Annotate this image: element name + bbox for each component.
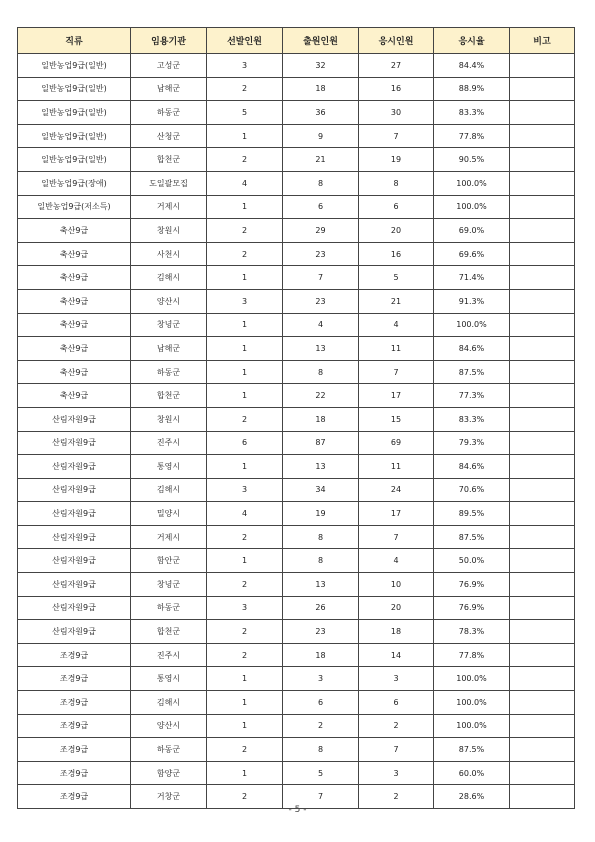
cell-applicants: 8 [283, 525, 359, 549]
cell-selected: 3 [207, 478, 283, 502]
cell-job-category: 축산9급 [18, 289, 131, 313]
cell-job-category: 축산9급 [18, 337, 131, 361]
cell-examinees: 24 [359, 478, 434, 502]
cell-rate: 100.0% [434, 171, 510, 195]
cell-job-category: 산림자원9급 [18, 596, 131, 620]
cell-remarks [510, 478, 575, 502]
cell-rate: 78.3% [434, 620, 510, 644]
cell-rate: 77.3% [434, 384, 510, 408]
cell-job-category: 축산9급 [18, 384, 131, 408]
cell-applicants: 19 [283, 502, 359, 526]
cell-remarks [510, 738, 575, 762]
cell-remarks [510, 148, 575, 172]
cell-remarks [510, 289, 575, 313]
table-row [18, 219, 575, 243]
cell-agency: 하동군 [131, 101, 207, 125]
cell-examinees: 11 [359, 337, 434, 361]
cell-remarks [510, 431, 575, 455]
cell-agency: 김해시 [131, 691, 207, 715]
cell-selected: 1 [207, 761, 283, 785]
cell-applicants: 3 [283, 667, 359, 691]
cell-job-category: 축산9급 [18, 242, 131, 266]
cell-applicants: 34 [283, 478, 359, 502]
cell-rate: 83.3% [434, 407, 510, 431]
cell-examinees: 5 [359, 266, 434, 290]
cell-selected: 1 [207, 714, 283, 738]
cell-examinees: 30 [359, 101, 434, 125]
cell-remarks [510, 525, 575, 549]
table-row [18, 714, 575, 738]
cell-selected: 2 [207, 525, 283, 549]
cell-remarks [510, 549, 575, 573]
cell-remarks [510, 101, 575, 125]
cell-examinees: 3 [359, 667, 434, 691]
table-row [18, 360, 575, 384]
cell-selected: 2 [207, 573, 283, 597]
table-row [18, 431, 575, 455]
cell-job-category: 조경9급 [18, 761, 131, 785]
results-table [17, 27, 575, 809]
cell-job-category: 산림자원9급 [18, 431, 131, 455]
cell-selected: 6 [207, 431, 283, 455]
cell-job-category: 조경9급 [18, 785, 131, 809]
cell-remarks [510, 384, 575, 408]
cell-remarks [510, 643, 575, 667]
cell-rate: 87.5% [434, 360, 510, 384]
cell-agency: 양산시 [131, 714, 207, 738]
cell-examinees: 7 [359, 525, 434, 549]
cell-rate: 89.5% [434, 502, 510, 526]
cell-agency: 사천시 [131, 242, 207, 266]
cell-applicants: 22 [283, 384, 359, 408]
cell-remarks [510, 313, 575, 337]
table-row [18, 54, 575, 78]
cell-selected: 1 [207, 337, 283, 361]
table-row [18, 337, 575, 361]
cell-job-category: 산림자원9급 [18, 525, 131, 549]
cell-agency: 도일괄모집 [131, 171, 207, 195]
cell-examinees: 11 [359, 455, 434, 479]
cell-selected: 4 [207, 171, 283, 195]
cell-examinees: 17 [359, 502, 434, 526]
table-row [18, 289, 575, 313]
cell-remarks [510, 337, 575, 361]
cell-rate: 76.9% [434, 573, 510, 597]
cell-job-category: 일반농업9급(일반) [18, 101, 131, 125]
cell-applicants: 7 [283, 785, 359, 809]
header-agency: 임용기관 [131, 28, 207, 54]
cell-examinees: 16 [359, 242, 434, 266]
cell-applicants: 36 [283, 101, 359, 125]
cell-remarks [510, 242, 575, 266]
cell-selected: 2 [207, 643, 283, 667]
cell-rate: 84.4% [434, 54, 510, 78]
cell-agency: 거제시 [131, 195, 207, 219]
cell-rate: 28.6% [434, 785, 510, 809]
cell-rate: 100.0% [434, 667, 510, 691]
cell-remarks [510, 77, 575, 101]
cell-job-category: 일반농업9급(일반) [18, 54, 131, 78]
cell-examinees: 19 [359, 148, 434, 172]
cell-job-category: 산림자원9급 [18, 455, 131, 479]
table-row [18, 171, 575, 195]
table-row [18, 596, 575, 620]
cell-selected: 4 [207, 502, 283, 526]
cell-job-category: 조경9급 [18, 714, 131, 738]
cell-job-category: 산림자원9급 [18, 573, 131, 597]
cell-applicants: 9 [283, 124, 359, 148]
cell-applicants: 18 [283, 407, 359, 431]
cell-remarks [510, 195, 575, 219]
cell-examinees: 6 [359, 691, 434, 715]
cell-agency: 합천군 [131, 148, 207, 172]
cell-applicants: 23 [283, 242, 359, 266]
cell-rate: 71.4% [434, 266, 510, 290]
table-row [18, 242, 575, 266]
cell-rate: 77.8% [434, 643, 510, 667]
cell-rate: 100.0% [434, 691, 510, 715]
table-row [18, 195, 575, 219]
cell-remarks [510, 54, 575, 78]
cell-agency: 거제시 [131, 525, 207, 549]
cell-selected: 2 [207, 407, 283, 431]
table-row [18, 761, 575, 785]
cell-job-category: 일반농업9급(일반) [18, 124, 131, 148]
cell-examinees: 20 [359, 596, 434, 620]
cell-rate: 50.0% [434, 549, 510, 573]
cell-rate: 60.0% [434, 761, 510, 785]
cell-applicants: 29 [283, 219, 359, 243]
table-row [18, 502, 575, 526]
cell-applicants: 32 [283, 54, 359, 78]
table-row [18, 101, 575, 125]
cell-selected: 1 [207, 360, 283, 384]
header-examinees: 응시인원 [359, 28, 434, 54]
cell-applicants: 8 [283, 171, 359, 195]
cell-agency: 통영시 [131, 455, 207, 479]
header-remarks: 비고 [510, 28, 575, 54]
cell-remarks [510, 171, 575, 195]
cell-selected: 2 [207, 620, 283, 644]
cell-selected: 1 [207, 549, 283, 573]
cell-agency: 양산시 [131, 289, 207, 313]
cell-agency: 진주시 [131, 643, 207, 667]
cell-job-category: 일반농업9급(장애) [18, 171, 131, 195]
cell-examinees: 27 [359, 54, 434, 78]
cell-agency: 합천군 [131, 620, 207, 644]
cell-selected: 3 [207, 596, 283, 620]
cell-rate: 84.6% [434, 455, 510, 479]
cell-applicants: 8 [283, 738, 359, 762]
table-row [18, 384, 575, 408]
table-body [18, 54, 575, 809]
cell-selected: 2 [207, 219, 283, 243]
cell-applicants: 5 [283, 761, 359, 785]
cell-agency: 거창군 [131, 785, 207, 809]
cell-agency: 함양군 [131, 761, 207, 785]
cell-agency: 하동군 [131, 360, 207, 384]
cell-selected: 3 [207, 289, 283, 313]
table-row [18, 455, 575, 479]
cell-agency: 창녕군 [131, 313, 207, 337]
cell-agency: 남해군 [131, 337, 207, 361]
cell-selected: 1 [207, 313, 283, 337]
cell-remarks [510, 573, 575, 597]
cell-rate: 91.3% [434, 289, 510, 313]
cell-job-category: 산림자원9급 [18, 407, 131, 431]
cell-selected: 1 [207, 384, 283, 408]
cell-job-category: 산림자원9급 [18, 502, 131, 526]
table-row [18, 667, 575, 691]
header-row [18, 28, 575, 54]
cell-rate: 100.0% [434, 714, 510, 738]
cell-applicants: 13 [283, 337, 359, 361]
cell-agency: 창원시 [131, 219, 207, 243]
table-row [18, 573, 575, 597]
cell-selected: 2 [207, 77, 283, 101]
cell-agency: 김해시 [131, 478, 207, 502]
cell-job-category: 산림자원9급 [18, 620, 131, 644]
cell-remarks [510, 407, 575, 431]
cell-remarks [510, 219, 575, 243]
cell-examinees: 7 [359, 360, 434, 384]
table-row [18, 691, 575, 715]
cell-applicants: 21 [283, 148, 359, 172]
table-row [18, 77, 575, 101]
cell-agency: 진주시 [131, 431, 207, 455]
cell-job-category: 산림자원9급 [18, 549, 131, 573]
cell-agency: 통영시 [131, 667, 207, 691]
header-selected: 선발인원 [207, 28, 283, 54]
cell-agency: 산청군 [131, 124, 207, 148]
cell-remarks [510, 620, 575, 644]
cell-agency: 창원시 [131, 407, 207, 431]
cell-examinees: 14 [359, 643, 434, 667]
cell-examinees: 4 [359, 549, 434, 573]
cell-selected: 1 [207, 691, 283, 715]
header-applicants: 출원인원 [283, 28, 359, 54]
cell-agency: 고성군 [131, 54, 207, 78]
cell-remarks [510, 761, 575, 785]
table-header [18, 28, 575, 54]
cell-remarks [510, 691, 575, 715]
cell-examinees: 10 [359, 573, 434, 597]
table-row [18, 407, 575, 431]
cell-remarks [510, 360, 575, 384]
cell-rate: 88.9% [434, 77, 510, 101]
cell-examinees: 15 [359, 407, 434, 431]
cell-job-category: 일반농업9급(저소득) [18, 195, 131, 219]
cell-job-category: 조경9급 [18, 738, 131, 762]
cell-rate: 84.6% [434, 337, 510, 361]
cell-remarks [510, 502, 575, 526]
cell-job-category: 축산9급 [18, 313, 131, 337]
cell-agency: 함안군 [131, 549, 207, 573]
cell-agency: 합천군 [131, 384, 207, 408]
cell-job-category: 산림자원9급 [18, 478, 131, 502]
cell-agency: 하동군 [131, 596, 207, 620]
header-job-category: 직류 [18, 28, 131, 54]
cell-agency: 창녕군 [131, 573, 207, 597]
cell-applicants: 2 [283, 714, 359, 738]
cell-examinees: 3 [359, 761, 434, 785]
cell-job-category: 일반농업9급(일반) [18, 148, 131, 172]
cell-examinees: 7 [359, 738, 434, 762]
cell-rate: 77.8% [434, 124, 510, 148]
cell-selected: 1 [207, 195, 283, 219]
table-row [18, 124, 575, 148]
page-number: - 5 - [288, 805, 307, 815]
cell-examinees: 7 [359, 124, 434, 148]
cell-selected: 1 [207, 266, 283, 290]
table-row [18, 525, 575, 549]
cell-examinees: 69 [359, 431, 434, 455]
cell-applicants: 4 [283, 313, 359, 337]
cell-job-category: 조경9급 [18, 667, 131, 691]
table-row [18, 313, 575, 337]
cell-applicants: 13 [283, 455, 359, 479]
cell-applicants: 8 [283, 549, 359, 573]
cell-selected: 1 [207, 124, 283, 148]
cell-job-category: 조경9급 [18, 691, 131, 715]
cell-selected: 1 [207, 667, 283, 691]
cell-remarks [510, 455, 575, 479]
cell-applicants: 87 [283, 431, 359, 455]
cell-agency: 밀양시 [131, 502, 207, 526]
cell-examinees: 16 [359, 77, 434, 101]
cell-examinees: 21 [359, 289, 434, 313]
cell-remarks [510, 714, 575, 738]
cell-examinees: 17 [359, 384, 434, 408]
cell-job-category: 일반농업9급(일반) [18, 77, 131, 101]
cell-selected: 5 [207, 101, 283, 125]
table-row [18, 620, 575, 644]
cell-examinees: 2 [359, 714, 434, 738]
cell-selected: 2 [207, 785, 283, 809]
table-row [18, 643, 575, 667]
cell-applicants: 8 [283, 360, 359, 384]
cell-applicants: 23 [283, 289, 359, 313]
cell-applicants: 6 [283, 195, 359, 219]
table-row [18, 266, 575, 290]
header-rate: 응시율 [434, 28, 510, 54]
cell-examinees: 6 [359, 195, 434, 219]
cell-rate: 83.3% [434, 101, 510, 125]
cell-rate: 87.5% [434, 738, 510, 762]
cell-job-category: 축산9급 [18, 266, 131, 290]
table-row [18, 549, 575, 573]
cell-selected: 2 [207, 148, 283, 172]
cell-remarks [510, 596, 575, 620]
cell-examinees: 2 [359, 785, 434, 809]
cell-examinees: 8 [359, 171, 434, 195]
cell-rate: 76.9% [434, 596, 510, 620]
cell-remarks [510, 667, 575, 691]
cell-agency: 남해군 [131, 77, 207, 101]
cell-rate: 87.5% [434, 525, 510, 549]
cell-examinees: 4 [359, 313, 434, 337]
cell-selected: 2 [207, 738, 283, 762]
cell-rate: 100.0% [434, 195, 510, 219]
cell-rate: 90.5% [434, 148, 510, 172]
cell-rate: 69.6% [434, 242, 510, 266]
cell-applicants: 26 [283, 596, 359, 620]
cell-examinees: 18 [359, 620, 434, 644]
cell-job-category: 축산9급 [18, 219, 131, 243]
table-row [18, 148, 575, 172]
cell-selected: 3 [207, 54, 283, 78]
cell-applicants: 13 [283, 573, 359, 597]
cell-job-category: 축산9급 [18, 360, 131, 384]
cell-job-category: 조경9급 [18, 643, 131, 667]
cell-agency: 하동군 [131, 738, 207, 762]
cell-rate: 79.3% [434, 431, 510, 455]
cell-applicants: 23 [283, 620, 359, 644]
cell-examinees: 20 [359, 219, 434, 243]
cell-remarks [510, 124, 575, 148]
cell-applicants: 18 [283, 77, 359, 101]
cell-agency: 김해시 [131, 266, 207, 290]
cell-applicants: 7 [283, 266, 359, 290]
cell-applicants: 18 [283, 643, 359, 667]
table-row [18, 738, 575, 762]
table-row [18, 478, 575, 502]
cell-rate: 100.0% [434, 313, 510, 337]
cell-rate: 69.0% [434, 219, 510, 243]
cell-selected: 1 [207, 455, 283, 479]
cell-rate: 70.6% [434, 478, 510, 502]
cell-remarks [510, 266, 575, 290]
cell-selected: 2 [207, 242, 283, 266]
cell-applicants: 6 [283, 691, 359, 715]
